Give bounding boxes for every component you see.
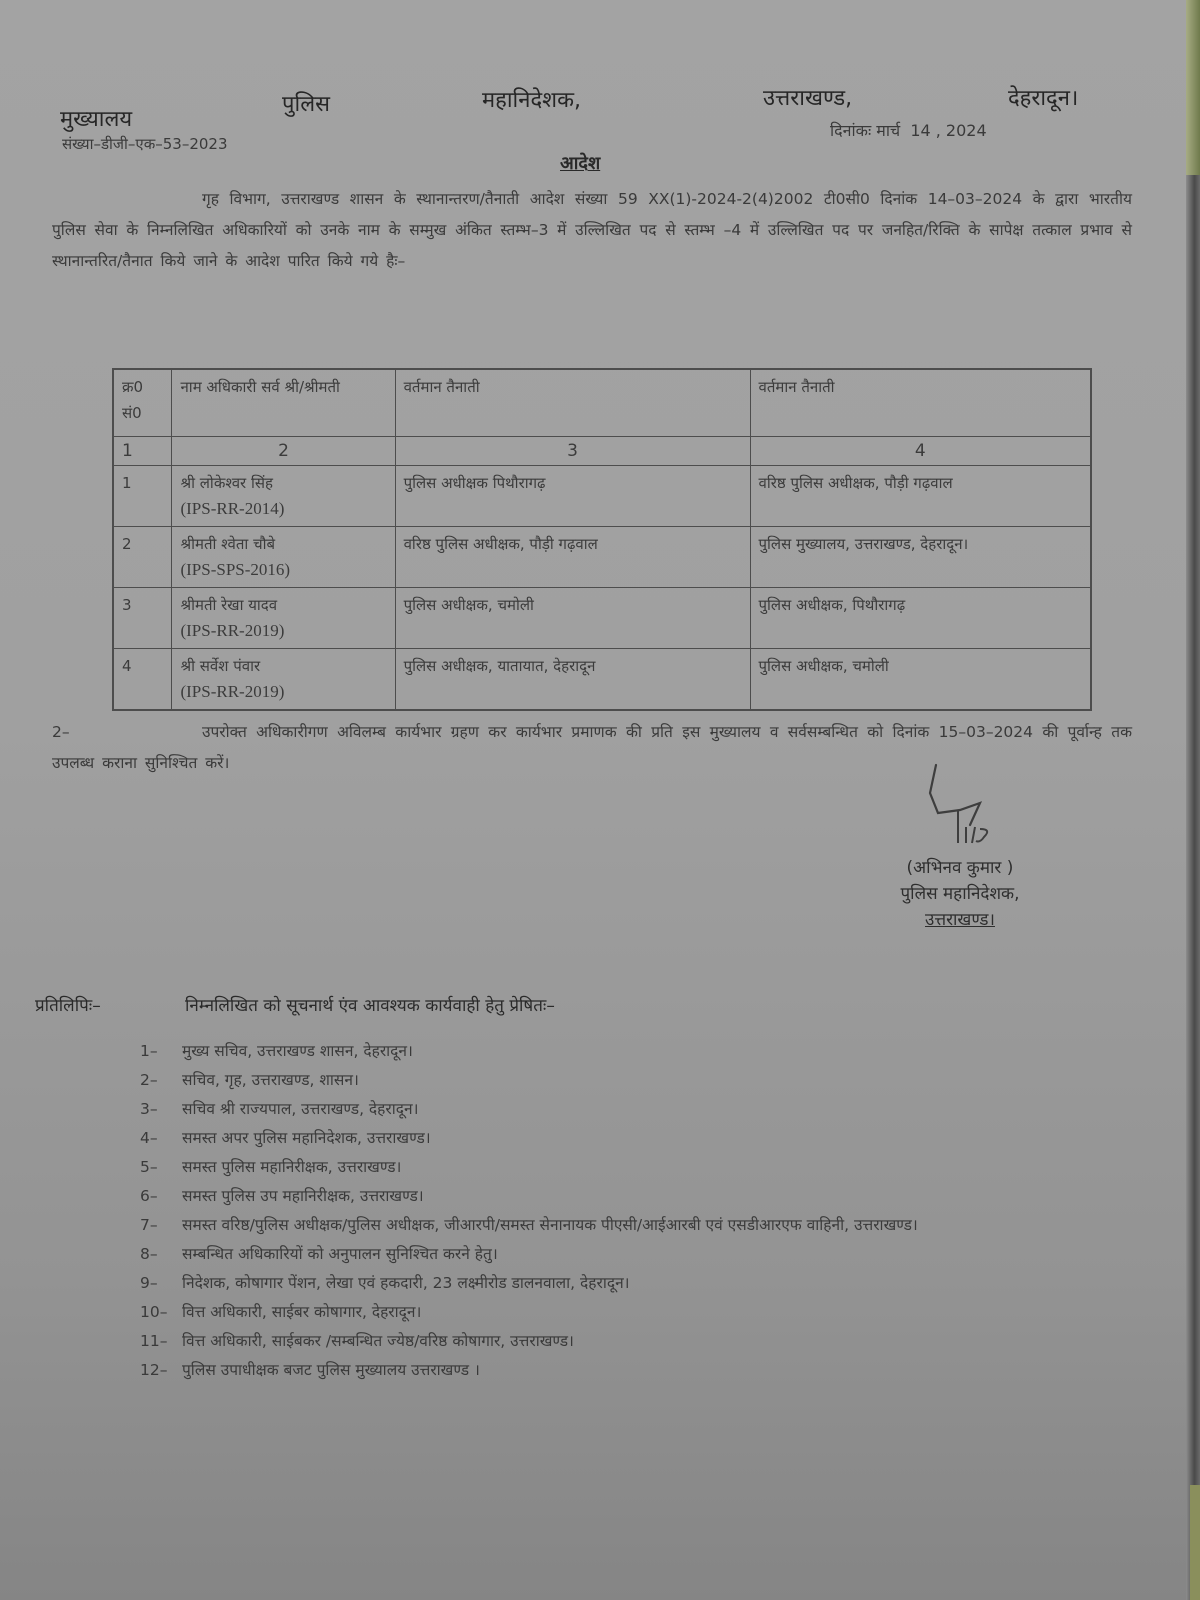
officer-name: श्रीमती रेखा यादव	[180, 596, 278, 614]
list-item	[140, 1240, 1140, 1269]
copy-to-list	[140, 1037, 1140, 1385]
officer-name: श्रीमती श्वेता चौबे	[180, 535, 276, 553]
table-header-row	[113, 369, 1091, 437]
transfer-table	[112, 368, 1092, 711]
officer-name: श्री लोकेश्वर सिंह	[180, 474, 273, 492]
officer-cell	[172, 527, 395, 588]
list-item-text: सम्बन्धित अधिकारियों को अनुपालन सुनिश्चित करने हेतु।	[182, 1245, 498, 1263]
list-item-text: वित्त अधिकारी, साईबर कोषागार, देहरादून।	[182, 1303, 422, 1321]
officer-cell	[172, 588, 395, 649]
officer-batch: (IPS-SPS-2016)	[180, 560, 291, 579]
officer-batch: (IPS-RR-2014)	[180, 499, 285, 518]
current-posting-cell: पुलिस अधीक्षक, चमोली	[395, 588, 750, 649]
reference-number: संख्या–डीजी–एक–53–2023	[62, 135, 228, 153]
list-item-number: 9–	[140, 1274, 158, 1292]
current-posting-cell: वरिष्ठ पुलिस अधीक्षक, पौड़ी गढ़वाल	[395, 527, 750, 588]
table-column-number-row	[113, 437, 1091, 466]
list-item-number: 6–	[140, 1187, 158, 1205]
signatory-name: (अभिनव कुमार )	[906, 858, 1014, 878]
table-row	[113, 466, 1091, 527]
new-posting-cell: पुलिस मुख्यालय, उत्तराखण्ड, देहरादून।	[750, 527, 1091, 588]
list-item	[140, 1066, 1140, 1095]
header-officer-name: नाम अधिकारी सर्व श्री/श्रीमती	[172, 369, 395, 437]
list-item-text: समस्त वरिष्ठ/पुलिस अधीक्षक/पुलिस अधीक्षक, जीआरपी/समस्त सेनानायक पीएसी/आईआरबी एवं एसडीआरएफ वाहिनी, उत्तराखण्ड।	[182, 1216, 918, 1234]
copy-to-heading	[35, 993, 555, 1016]
list-item-text: समस्त अपर पुलिस महानिदेशक, उत्तराखण्ड।	[182, 1129, 431, 1147]
signature-scribble-icon	[900, 755, 1030, 845]
list-item-number: 4–	[140, 1129, 158, 1147]
list-item	[140, 1211, 1140, 1240]
list-item	[140, 1327, 1140, 1356]
serial-cell: 1	[113, 466, 172, 527]
header-word-state: उत्तराखण्ड,	[763, 86, 853, 111]
table-row	[113, 649, 1091, 711]
list-item	[140, 1298, 1140, 1327]
current-posting-cell: पुलिस अधीक्षक पिथौरागढ़	[395, 466, 750, 527]
list-item-number: 3–	[140, 1100, 158, 1118]
list-item-text: निदेशक, कोषागार पेंशन, लेखा एवं हकदारी, 23 लक्ष्मीरोड डालनवाला, देहरादून।	[182, 1274, 630, 1292]
list-item-number: 10–	[140, 1303, 168, 1321]
list-item-number: 11–	[140, 1332, 168, 1350]
header-new-posting: वर्तमान तैनाती	[750, 369, 1091, 437]
header-serial: क्र0 सं0	[113, 369, 172, 437]
officer-batch: (IPS-RR-2019)	[180, 682, 285, 701]
paper-edge	[1186, 0, 1200, 1600]
order-title: आदेश	[560, 153, 601, 174]
column-number: 4	[750, 437, 1091, 466]
list-item	[140, 1182, 1140, 1211]
copy-to-heading-text: निम्नलिखित को सूचनार्थ एंव आवश्यक कार्यवाही हेतु प्रेषितः–	[185, 996, 555, 1016]
paragraph-2-text: उपरोक्त अधिकारीगण अविलम्ब कार्यभार ग्रहण कर कार्यभार प्रमाणक की प्रति इस मुख्यालय व सर्वसम्बन्धित को दिनांक 15–03–2024 की पूर्वान्ह तक उपलब्ध कराना सुनिश्चित करें।	[52, 723, 1132, 772]
new-posting-cell: पुलिस अधीक्षक, पिथौरागढ़	[750, 588, 1091, 649]
table-row	[113, 588, 1091, 649]
copy-to-label: प्रतिलिपिः–	[35, 996, 101, 1016]
officer-cell	[172, 466, 395, 527]
list-item-number: 12–	[140, 1361, 168, 1379]
signature-block	[860, 855, 1060, 933]
signatory-state: उत्तराखण्ड।	[925, 910, 995, 930]
paper-edge-tint	[1186, 0, 1200, 175]
paper-edge-tint-bottom	[1190, 1485, 1200, 1600]
list-item-text: मुख्य सचिव, उत्तराखण्ड शासन, देहरादून।	[182, 1042, 413, 1060]
serial-cell: 3	[113, 588, 172, 649]
paragraph-2-number: 2–	[52, 723, 70, 741]
signatory-designation: पुलिस महानिदेशक,	[900, 884, 1020, 904]
column-number: 1	[113, 437, 172, 466]
header-word-hq: मुख्यालय	[60, 107, 133, 132]
list-item	[140, 1095, 1140, 1124]
list-item-text: समस्त पुलिस उप महानिरीक्षक, उत्तराखण्ड।	[182, 1187, 424, 1205]
list-item	[140, 1037, 1140, 1066]
header-word-dg: महानिदेशक,	[482, 88, 581, 113]
list-item-number: 5–	[140, 1158, 158, 1176]
list-item-number: 7–	[140, 1216, 158, 1234]
current-posting-cell: पुलिस अधीक्षक, यातायात, देहरादून	[395, 649, 750, 711]
serial-cell: 4	[113, 649, 172, 711]
order-date: दिनांकः मार्च 14 , 2024	[830, 121, 987, 140]
list-item-text: पुलिस उपाधीक्षक बजट पुलिस मुख्यालय उत्तराखण्ड ।	[182, 1361, 480, 1379]
header-current-posting: वर्तमान तैनाती	[395, 369, 750, 437]
column-number: 2	[172, 437, 395, 466]
list-item	[140, 1269, 1140, 1298]
list-item	[140, 1124, 1140, 1153]
column-number: 3	[395, 437, 750, 466]
list-item-text: सचिव श्री राज्यपाल, उत्तराखण्ड, देहरादून।	[182, 1100, 419, 1118]
new-posting-cell: पुलिस अधीक्षक, चमोली	[750, 649, 1091, 711]
list-item-text: सचिव, गृह, उत्तराखण्ड, शासन।	[182, 1071, 359, 1089]
officer-name: श्री सर्वेश पंवार	[180, 657, 261, 675]
officer-batch: (IPS-RR-2019)	[180, 621, 285, 640]
list-item-number: 8–	[140, 1245, 158, 1263]
header-word-city: देहरादून।	[1008, 86, 1079, 111]
new-posting-cell: वरिष्ठ पुलिस अधीक्षक, पौड़ी गढ़वाल	[750, 466, 1091, 527]
list-item-number: 1–	[140, 1042, 158, 1060]
list-item-text: समस्त पुलिस महानिरीक्षक, उत्तराखण्ड।	[182, 1158, 402, 1176]
list-item-number: 2–	[140, 1071, 158, 1089]
list-item-text: वित्त अधिकारी, साईबकर /सम्बन्धित ज्येष्ठ/वरिष्ठ कोषागार, उत्तराखण्ड।	[182, 1332, 574, 1350]
intro-paragraph	[52, 184, 1132, 277]
intro-text: गृह विभाग, उत्तराखण्ड शासन के स्थानान्तरण/तैनाती आदेश संख्या 59 XX(1)-2024-2(4)2002 टी0सी0 दिनांक 14–03–2024 के द्वारा भारतीय पुलिस सेवा के निम्नलिखित अधिकारियों को उनके नाम के सम्मुख अंकित स्तम्भ–3 में उल्लिखित पद से स्तम्भ –4 में उल्लिखित पद पर जनहित/रिक्ति के सापेक्ष तत्काल प्रभाव से स्थानान्तरित/तैनात किये जाने के आदेश पारित किये गये हैः–	[52, 190, 1132, 270]
officer-cell	[172, 649, 395, 711]
list-item	[140, 1153, 1140, 1182]
header-word-police: पुलिस	[282, 92, 330, 117]
serial-cell: 2	[113, 527, 172, 588]
list-item	[140, 1356, 1140, 1385]
table-row	[113, 527, 1091, 588]
